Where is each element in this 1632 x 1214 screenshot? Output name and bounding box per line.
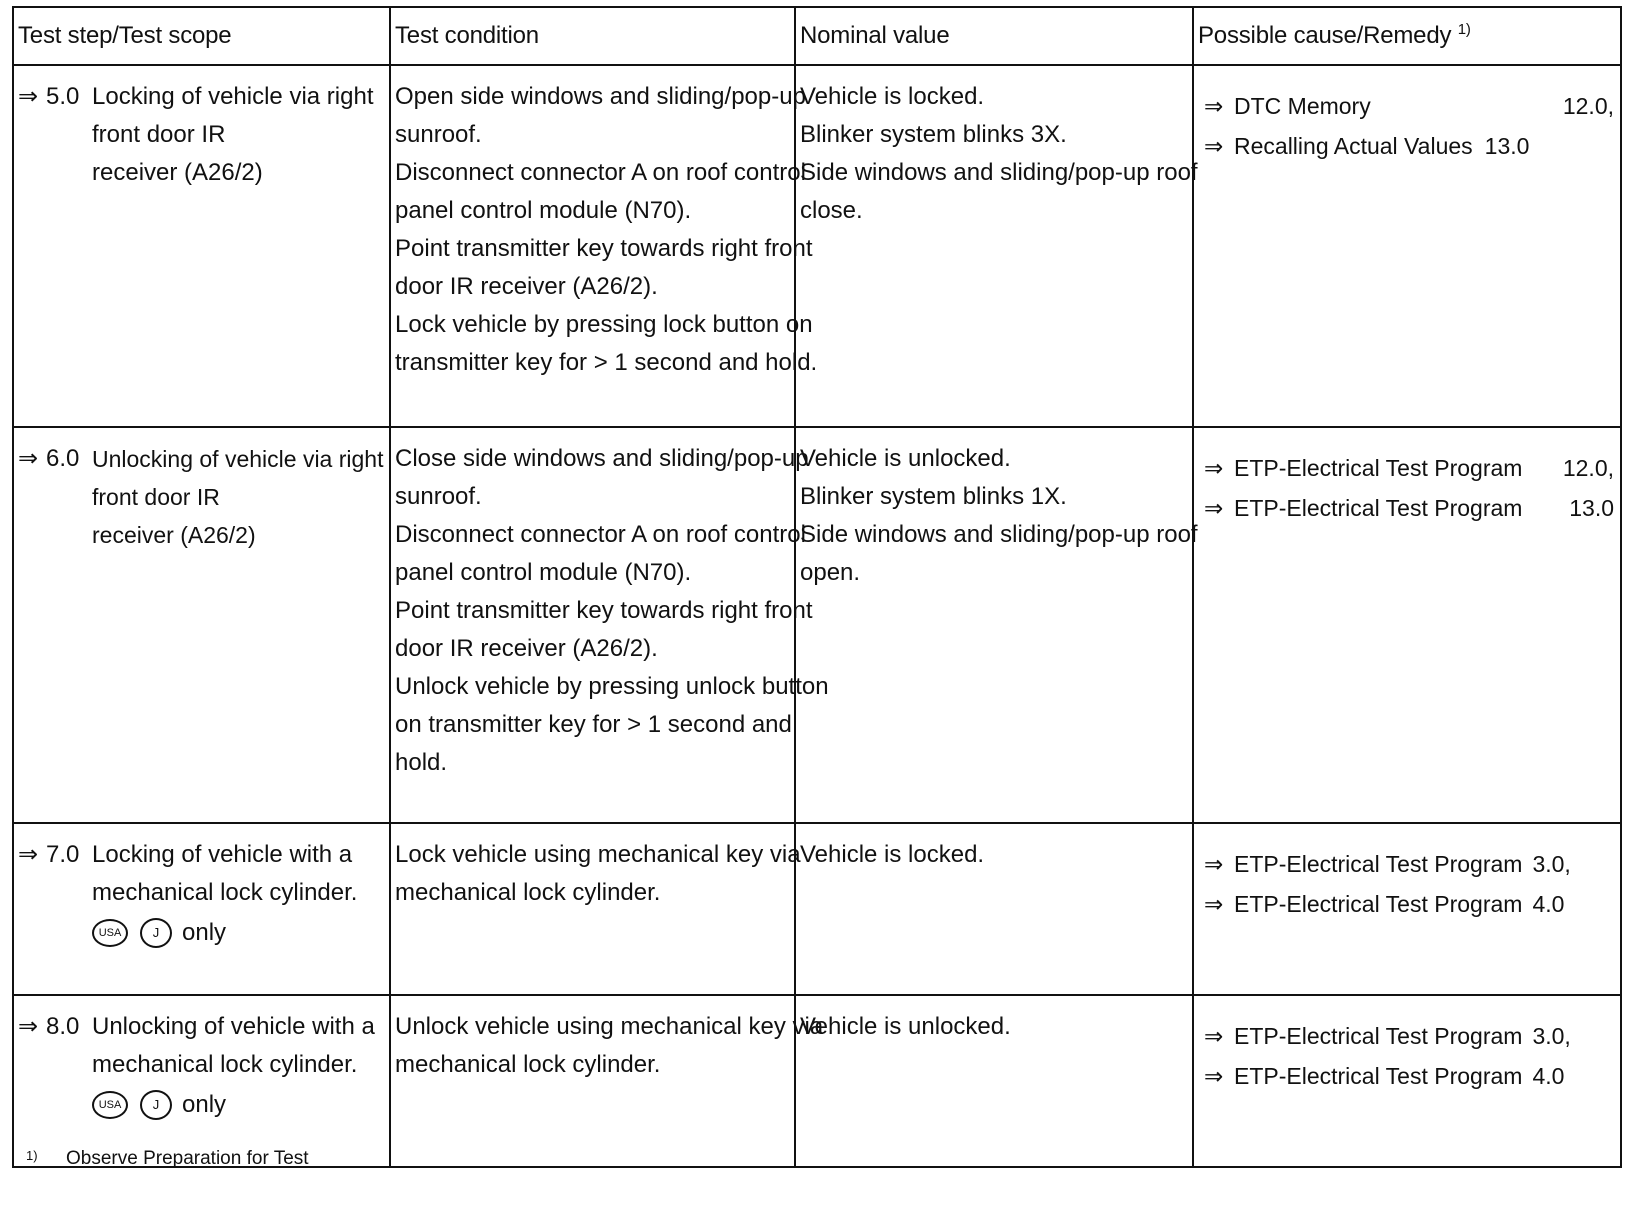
step-arrow-icon: ⇒	[18, 83, 39, 110]
remedy-ref: 13.0	[1569, 495, 1614, 521]
condition-line: Close side windows and sliding/pop-up	[395, 445, 809, 472]
remedy-arrow-icon: ⇒	[1204, 851, 1224, 877]
test-step-cell	[13, 823, 390, 995]
header-test-step: Test step/Test scope	[13, 7, 390, 65]
step-title: Unlocking of vehicle via right front door IR receiver (A26/2)	[92, 446, 384, 548]
test-condition-cell	[390, 995, 824, 1167]
condition-line: Lock vehicle using mechanical key via	[395, 841, 801, 868]
remedy-ref: 3.0,	[1532, 1023, 1571, 1049]
nominal-line: open.	[800, 559, 861, 586]
remedy-arrow-icon: ⇒	[1204, 495, 1224, 521]
step-number: 6.0	[46, 445, 80, 472]
condition-line: panel control module (N70).	[395, 559, 692, 586]
condition-line: transmitter key for > 1 second and hold.	[395, 349, 818, 376]
nominal-line: Side windows and sliding/pop-up roof	[800, 521, 1198, 548]
remedy-arrow-icon: ⇒	[1204, 1063, 1224, 1089]
condition-line: mechanical lock cylinder.	[395, 1051, 661, 1078]
nominal-line: Vehicle is locked.	[800, 841, 985, 868]
remedy-link[interactable]	[1204, 488, 1614, 528]
remedy-arrow-icon: ⇒	[1204, 455, 1224, 481]
remedy-text: ETP-Electrical Test Program	[1234, 1023, 1523, 1049]
condition-line: sunroof.	[395, 121, 482, 148]
japan-badge-icon: J	[140, 918, 172, 948]
test-condition-cell	[390, 65, 818, 427]
nominal-line: close.	[800, 197, 863, 224]
header-test-condition: Test condition	[390, 7, 795, 65]
condition-line: door IR receiver (A26/2).	[395, 635, 658, 662]
condition-line: Lock vehicle by pressing lock button on	[395, 311, 813, 338]
table-row	[13, 65, 1621, 427]
table-row	[13, 427, 1621, 823]
remedy-text: DTC Memory	[1234, 93, 1371, 119]
remedy-link[interactable]	[1204, 1016, 1614, 1056]
nominal-value-cell	[795, 995, 1193, 1167]
remedy-ref: 12.0,	[1562, 93, 1614, 119]
usa-badge-icon: USA	[92, 919, 128, 947]
remedy-arrow-icon: ⇒	[1204, 133, 1224, 159]
condition-line: Open side windows and sliding/pop-up	[395, 83, 806, 110]
remedy-text: ETP-Electrical Test Program	[1234, 891, 1523, 917]
condition-line: Disconnect connector A on roof control	[395, 521, 806, 548]
table-row	[13, 823, 1621, 995]
remedy-ref: 4.0	[1532, 891, 1565, 917]
nominal-line: Vehicle is locked.	[800, 83, 985, 110]
remedy-text: ETP-Electrical Test Program	[1234, 1063, 1523, 1089]
remedy-arrow-icon: ⇒	[1204, 1023, 1224, 1049]
remedy-arrow-icon: ⇒	[1204, 891, 1224, 917]
header-footnote-marker: 1)	[1457, 21, 1471, 38]
remedy-text: Recalling Actual Values	[1234, 133, 1473, 159]
only-label: only	[182, 919, 227, 946]
header-possible-cause	[1193, 7, 1621, 65]
remedy-text: ETP-Electrical Test Program	[1234, 495, 1523, 521]
test-step-cell	[13, 427, 390, 823]
test-step-cell	[13, 65, 390, 427]
condition-line: sunroof.	[395, 483, 482, 510]
remedy-link[interactable]	[1204, 844, 1614, 884]
step-arrow-icon: ⇒	[18, 1013, 39, 1040]
remedy-ref: 3.0,	[1532, 851, 1571, 877]
nominal-value-cell	[795, 65, 1198, 427]
step-title: Locking of vehicle with a mechanical lock cylinder.	[92, 841, 358, 906]
table-row	[13, 995, 1621, 1167]
condition-line: Disconnect connector A on roof control	[395, 159, 806, 186]
nominal-line: Vehicle is unlocked.	[800, 1013, 1011, 1040]
step-number: 7.0	[46, 841, 80, 868]
step-number: 8.0	[46, 1013, 80, 1040]
remedy-link[interactable]	[1204, 126, 1614, 166]
remedy-text: ETP-Electrical Test Program	[1234, 851, 1523, 877]
test-step-cell	[13, 995, 390, 1167]
only-label: only	[182, 1091, 227, 1118]
nominal-line: Vehicle is unlocked.	[800, 445, 1011, 472]
condition-line: panel control module (N70).	[395, 197, 692, 224]
diagnosis-sheet	[12, 6, 1620, 1168]
remedy-text: ETP-Electrical Test Program	[1234, 455, 1523, 481]
nominal-value-cell	[795, 427, 1198, 823]
step-title: Locking of vehicle via right front door IR receiver (A26/2)	[92, 83, 374, 186]
nominal-line: Side windows and sliding/pop-up roof	[800, 159, 1198, 186]
test-condition-cell	[390, 823, 801, 995]
header-possible-cause-label: Possible cause/Remedy	[1198, 22, 1452, 49]
remedy-cell	[1193, 65, 1621, 427]
market-restriction	[92, 1086, 385, 1124]
step-arrow-icon: ⇒	[18, 445, 39, 472]
market-restriction	[92, 914, 385, 952]
remedy-arrow-icon: ⇒	[1204, 93, 1224, 119]
remedy-link[interactable]	[1204, 448, 1614, 488]
test-condition-cell	[390, 427, 829, 823]
step-title: Unlocking of vehicle with a mechanical lock cylinder.	[92, 1013, 375, 1078]
remedy-link[interactable]	[1204, 1056, 1614, 1096]
remedy-link[interactable]	[1204, 86, 1614, 126]
condition-line: Unlock vehicle by pressing unlock button	[395, 673, 829, 700]
footnote-text: Observe Preparation for Test	[66, 1148, 309, 1169]
header-nominal-value: Nominal value	[795, 7, 1193, 65]
remedy-cell	[1193, 823, 1621, 995]
step-number: 5.0	[46, 83, 80, 110]
nominal-value-cell	[795, 823, 1193, 995]
footnote	[26, 1148, 309, 1170]
condition-line: hold.	[395, 749, 448, 776]
nominal-line: Blinker system blinks 1X.	[800, 483, 1067, 510]
condition-line: Unlock vehicle using mechanical key via	[395, 1013, 824, 1040]
usa-badge-icon: USA	[92, 1091, 128, 1119]
nominal-line: Blinker system blinks 3X.	[800, 121, 1067, 148]
condition-line: Point transmitter key towards right front	[395, 597, 813, 624]
remedy-ref: 12.0,	[1562, 455, 1614, 481]
table-header-row	[13, 7, 1621, 65]
remedy-cell	[1193, 995, 1621, 1167]
condition-line: door IR receiver (A26/2).	[395, 273, 658, 300]
condition-line: on transmitter key for > 1 second and	[395, 711, 792, 738]
remedy-cell	[1193, 427, 1621, 823]
remedy-link[interactable]	[1204, 884, 1614, 924]
remedy-ref: 13.0	[1484, 133, 1530, 159]
step-arrow-icon: ⇒	[18, 841, 39, 868]
test-table	[12, 6, 1622, 1168]
remedy-ref: 4.0	[1532, 1063, 1565, 1089]
footnote-marker: 1)	[26, 1148, 38, 1163]
condition-line: mechanical lock cylinder.	[395, 879, 661, 906]
japan-badge-icon: J	[140, 1090, 172, 1120]
condition-line: Point transmitter key towards right front	[395, 235, 813, 262]
